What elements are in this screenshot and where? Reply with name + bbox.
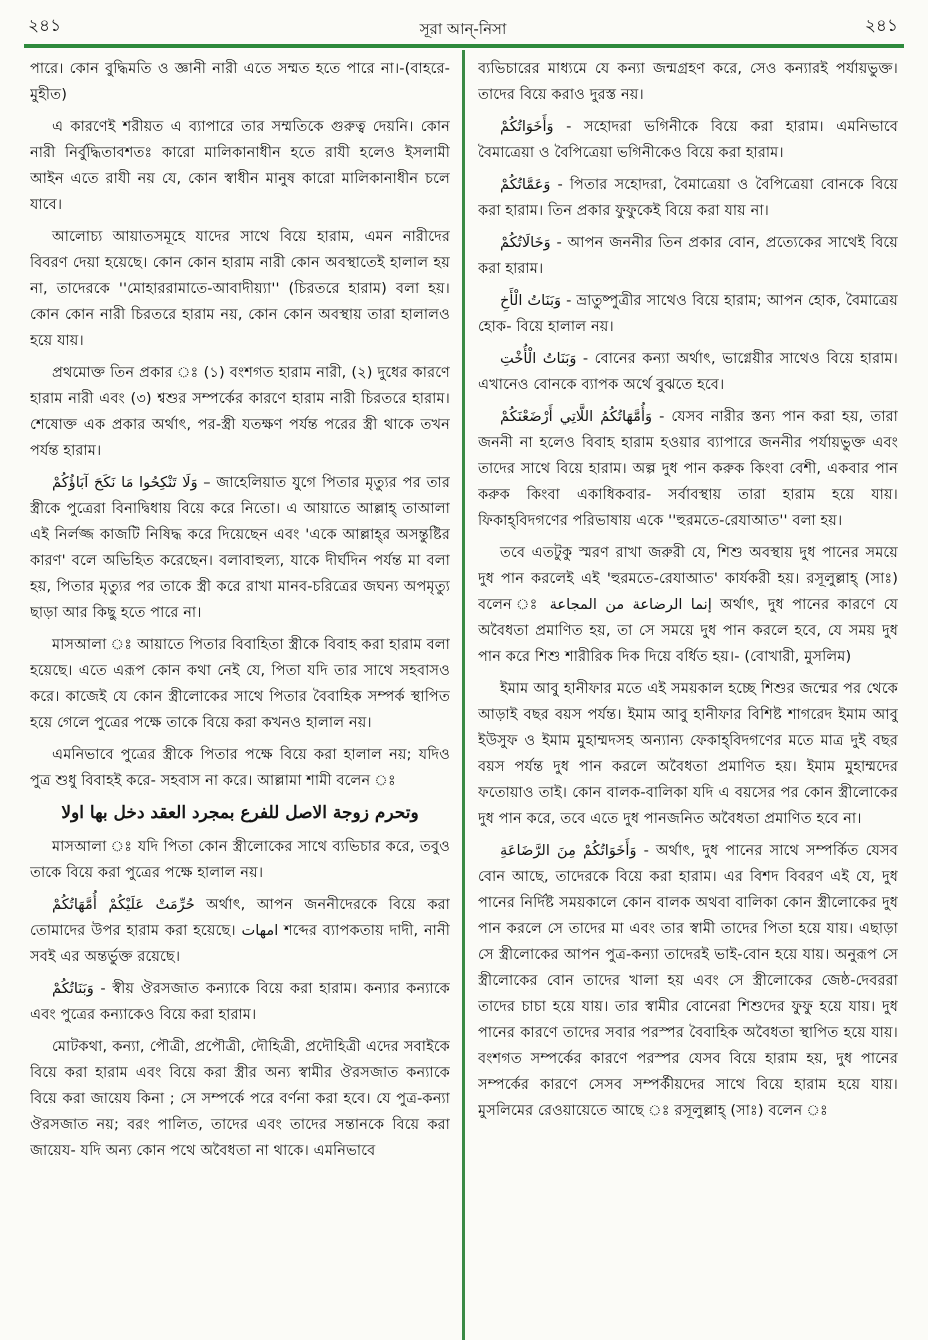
page-number-left: ২৪১ bbox=[28, 16, 62, 36]
paragraph: তবে এতটুকু স্মরণ রাখা জরুরী যে, শিশু অবস্থায় দুধ পানের সময়ে দুধ পান করলেই এই 'হুরমতে-রেযাআত' কার্যকরী হয়। রসূলুল্লাহ্ (সাঃ) বলেন ঃ إنما الرضاعة من المجاعة অর্থাৎ, দুধ পানের কারণে যে অবৈধতা প্রমাণিত হয়, তা সে সময়ে দুধ পান করলে হবে, যে সময় দুধ পান করে শিশু শারীরিক দিক দিয়ে বর্ধিত হয়।- (বোখারী, মুসলিম) bbox=[478, 544, 898, 665]
header-rule bbox=[24, 44, 904, 48]
surah-title: সূরা আন্‌-নিসা bbox=[419, 20, 507, 38]
column-divider bbox=[462, 50, 465, 1340]
right-column bbox=[478, 56, 898, 1336]
paragraph: ইমাম আবু হানীফার মতে এই সময়কাল হচ্ছে শিশুর জন্মের পর থেকে আড়াই বছর বয়স পর্যন্ত। ইমাম আবু হানীফার বিশিষ্ট শাগরেদ ইমাম আবু ইউসুফ ও ইমাম মুহাম্মদসহ অন্যান্য ফেকাহ্‌বিদগণের মতে মাত্র দুই বছর বয়স পর্যন্ত দুধ পান করলে অবৈধতা প্রমাণিত হয়। ইমাম মুহাম্মদের ফতোয়াও তাই। কোন বালক-বালিকা যদি এ বয়সের পর কোন স্ত্রীলোকের দুধ পান করে, তবে এতে দুধ পানজনিত অবৈধতা প্রমাণিত হবে না। bbox=[478, 680, 898, 827]
paragraph: وَبَنَاتُ الْأَخِ - ভ্রাতুষ্পুত্রীর সাথেও বিয়ে হারাম; আপন হোক, বৈমাত্রেয় হোক- বিয়ে হালাল নয়। bbox=[478, 292, 898, 335]
paragraph: ব্যভিচারের মাধ্যমে যে কন্যা জন্মগ্রহণ করে, সেও কন্যারই পর্যায়ভুক্ত। তাদের বিয়ে করাও দুরস্ত নয়। bbox=[478, 60, 898, 103]
paragraph: وَبَنَاتُكُمْ - স্বীয় ঔরসজাত কন্যাকে বিয়ে করা হারাম। কন্যার কন্যাকে এবং পুত্রের কন্যাকেও বিয়ে করা হারাম। bbox=[30, 980, 450, 1023]
paragraph: وَأَخَوَاتُكُمْ مِنَ الرَّضَاعَةِ - অর্থাৎ, দুধ পানের সাথে সম্পর্কিত যেসব বোন আছে, তাদেরকে বিয়ে করা হারাম। এর বিশদ বিবরণ এই যে, দুধ পানের নির্দিষ্ট সময়কালে কোন বালক অথবা বালিকা কোন স্ত্রীলোকের দুধ পান করলে সে তাদের মা এবং তার স্বামী তাদের পিতা হয়ে যায়। এছাড়া সে স্ত্রীলোকের আপন পুত্র-কন্যা তাদেরই ভাই-বোন হয়ে যায়। অনুরূপ সে স্ত্রীলোকের বোন তাদের খালা হয় এবং সে স্ত্রীলোকের জেষ্ঠ-দেবররা তাদের চাচা হয়ে যায়। তার স্বামীর বোনেরা শিশুদের ফুফু হয়ে যায়। দুধ পানের কারণে তাদের সবার পরস্পর বৈবাহিক অবৈধতা স্থাপিত হয়ে যায়। বংশগত সম্পর্কের কারণে পরস্পর যেসব বিয়ে হারাম হয়, দুধ পানের সম্পর্কের কারণে সেসব সম্পর্কীয়দের সাথে বিয়ে হারাম হয়ে যায়। মুসলিমের রেওয়ায়েতে আছে ঃ রসূলুল্লাহ্ (সাঃ) বলেন ঃ bbox=[478, 842, 898, 1119]
paragraph: وَلَا تَنْكِحُوا مَا نَكَحَ آبَاؤُكُمْ – জাহেলিয়াত যুগে পিতার মৃত্যুর পর তার স্ত্রীকে পুত্রেরা বিনাদ্বিধায় বিয়ে করে নিতো। এ আয়াতে আল্লাহ্ তাআলা এই নির্লজ্জ কাজটি নিষিদ্ধ করে দিয়েছেন এবং 'একে আল্লাহ্‌র অসন্তুষ্টির কারণ' বলে অভিহিত করেছেন। বলাবাহুল্য, যাকে দীর্ঘদিন পর্যন্ত মা বলা হয়, পিতার মৃত্যুর পর তাকে স্ত্রী করে রাখা মানব-চরিত্রের জঘন্য অপমৃত্যু ছাড়া আর কিছু হতে পারে না। bbox=[30, 474, 450, 621]
page-header bbox=[28, 14, 898, 40]
paragraph: حُرِّمَتْ عَلَيْكُمْ أُمَّهَاتُكُمْ অর্থাৎ, আপন জননীদেরকে বিয়ে করা তোমাদের উপর হারাম করা হয়েছে। امهات শব্দের ব্যাপকতায় দাদী, নানী সবই এর অন্তর্ভুক্ত রয়েছে। bbox=[30, 896, 450, 965]
paragraph: আলোচ্য আয়াতসমূহে যাদের সাথে বিয়ে হারাম, এমন নারীদের বিবরণ দেয়া হয়েছে। কোন কোন হারাম নারী কোন অবস্থাতেই হালাল হয় না, তাদেরকে ''মোহাররামাতে-আবাদীয়্যা'' (চিরতরে হারাম) বলা হয়। কোন কোন নারী চিরতরে হারাম নয়, কোন কোন অবস্থায় তারা হালালও হয়ে যায়। bbox=[30, 228, 450, 349]
paragraph: وَبَنَاتُ الْأُخْتِ - বোনের কন্যা অর্থাৎ, ভাগ্নেয়ীর সাথেও বিয়ে হারাম। এখানেও বোনকে ব্যাপক অর্থে বুঝতে হবে। bbox=[478, 350, 898, 393]
paragraph: وَخَالَاتُكُمْ - আপন জননীর তিন প্রকার বোন, প্রত্যেকের সাথেই বিয়ে করা হারাম। bbox=[478, 234, 898, 277]
paragraph: وَعَمَّاتُكُمْ - পিতার সহোদরা, বৈমাত্রেয়া ও বৈপিত্রেয়া বোনকে বিয়ে করা হারাম। তিন প্রকার ফুফুকেই বিয়ে করা যায় না। bbox=[478, 176, 898, 219]
paragraph: মোটকথা, কন্যা, পৌত্রী, প্রপৌত্রী, দৌহিত্রী, প্রদৌহিত্রী এদের সবাইকে বিয়ে করা হারাম এবং বিয়ে করা স্ত্রীর অন্য স্বামীর ঔরসজাত কন্যাকে বিয়ে করা জায়েয কিনা ; সে সম্পর্কে পরে বর্ণনা করা হবে। যে পুত্র-কন্যা ঔরসজাত নয়; বরং পালিত, তাদের এবং তাদের সন্তানকে বিয়ে করা জায়েয- যদি অন্য কোন পথে অবৈধতা না থাকে। এমনিভাবে bbox=[30, 1038, 450, 1159]
left-column bbox=[30, 56, 450, 1336]
paragraph: মাসআলা ঃ আয়াতে পিতার বিবাহিতা স্ত্রীকে বিবাহ করা হারাম বলা হয়েছে। এতে এরূপ কোন কথা নেই যে, পিতা যদি তার সাথে সহবাসও করে। কাজেই যে কোন স্ত্রীলোকের সাথে পিতার বৈবাহিক সম্পর্ক স্থাপিত হয়ে গেলে পুত্রের পক্ষে তাকে বিয়ে করা কখনও হালাল নয়। bbox=[30, 636, 450, 731]
paragraph: মাসআলা ঃ যদি পিতা কোন স্ত্রীলোকের সাথে ব্যভিচার করে, তবুও তাকে বিয়ে করা পুত্রের পক্ষে হালাল নয়। bbox=[30, 838, 450, 881]
paragraph: পারে। কোন বুদ্ধিমতি ও জ্ঞানী নারী এতে সম্মত হতে পারে না।-(বাহরে-মুহীত) bbox=[30, 60, 450, 103]
arabic-quote: وتحرم زوجة الاصل للفرع بمجرد العقد دخل بها اولا bbox=[61, 803, 419, 823]
paragraph: প্রথমোক্ত তিন প্রকার ঃ (১) বংশগত হারাম নারী, (২) দুধের কারণে হারাম নারী এবং (৩) শ্বশুর সম্পর্কের কারণে হারাম নারী চিরতরে হারাম। শেষোক্ত এক প্রকার অর্থাৎ, পর-স্ত্রী যতক্ষণ পর্যন্ত পরের স্ত্রী থাকে তখন পর্যন্ত হারাম। bbox=[30, 364, 450, 459]
paragraph: এমনিভাবে পুত্রের স্ত্রীকে পিতার পক্ষে বিয়ে করা হালাল নয়; যদিও পুত্র শুধু বিবাহই করে- সহবাস না করে। আল্লামা শামী বলেন ঃ bbox=[30, 746, 450, 789]
paragraph: وَأَخَوَاتُكُمْ - সহোদরা ভগিনীকে বিয়ে করা হারাম। এমনিভাবে বৈমাত্রেয়া ও বৈপিত্রেয়া ভগিনীকেও বিয়ে করা হারাম। bbox=[478, 118, 898, 161]
paragraph: وَأُمَّهَاتُكُمُ اللَّاتِي أَرْضَعْنَكُمْ - যেসব নারীর স্তন্য পান করা হয়, তারা জননী না হলেও বিবাহ হারাম হওয়ার ব্যাপারে জননীর পর্যায়ভুক্ত এবং তাদের সাথে বিয়ে হারাম। অল্প দুধ পান করুক কিংবা বেশী, একবার পান করুক কিংবা একাধিকবার- সর্বাবস্থায় তারা হারাম হয়ে যায়। ফিকাহ্‌বিদগণের পরিভাষায় একে ''হুরমতে-রেযাআত'' বলা হয়। bbox=[478, 408, 898, 529]
page-number-right: ২৪১ bbox=[864, 16, 898, 36]
paragraph: এ কারণেই শরীয়ত এ ব্যাপারে তার সম্মতিকে গুরুত্ব দেয়নি। কোন নারী নির্বুদ্ধিতাবশতঃ কারো মালিকানাধীন হতে রাযী হলেও ইসলামী আইন এতে রাযী নয় যে, কোন স্বাধীন মানুষ কারো মালিকানাধীন চলে যাবে। bbox=[30, 118, 450, 213]
